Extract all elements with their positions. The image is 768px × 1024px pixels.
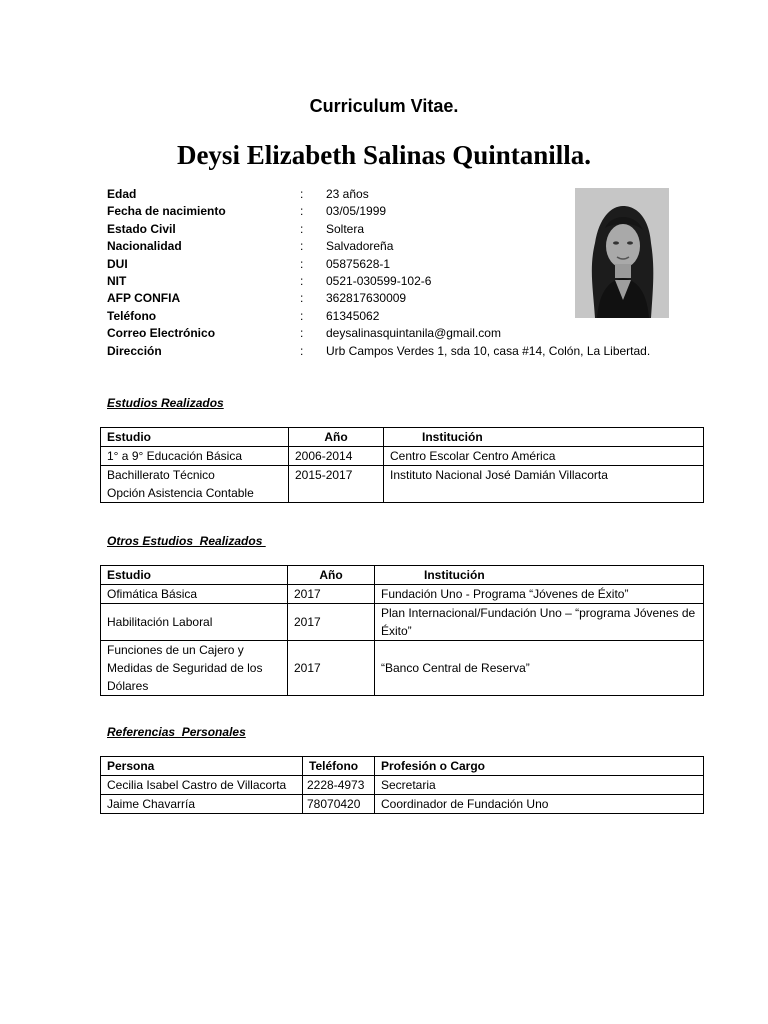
estudios-table — [100, 427, 704, 503]
column-header: Profesión o Cargo — [375, 757, 704, 776]
table-header-row — [101, 566, 704, 585]
info-value: 05875628-1 — [326, 256, 391, 271]
table-cell: 2017 — [288, 604, 375, 641]
table-cell: 2017 — [288, 641, 375, 696]
table-cell: Funciones de un Cajero y Medidas de Seguridad de los Dólares — [101, 641, 288, 696]
info-label: NIT — [107, 273, 127, 288]
info-value: deysalinasquintanila@gmail.com — [326, 326, 501, 341]
table-header-row — [101, 428, 704, 447]
info-separator: : — [300, 308, 304, 323]
table-cell: 2017 — [288, 585, 375, 604]
column-header: Institución — [384, 428, 704, 447]
column-header: Estudio — [101, 566, 288, 585]
info-value: 03/05/1999 — [326, 204, 387, 219]
referencias-table — [100, 756, 704, 814]
table-cell: Jaime Chavarría — [101, 795, 303, 814]
info-value: Soltera — [326, 221, 365, 236]
section-title-estudios: Estudios Realizados — [107, 396, 224, 410]
table-cell: 78070420 — [303, 795, 375, 814]
table-cell: 2015-2017 — [289, 466, 384, 503]
table-cell: “Banco Central de Reserva” — [375, 641, 704, 696]
otros-estudios-table — [100, 565, 704, 696]
table-cell: Bachillerato Técnico Opción Asistencia Contable — [101, 466, 289, 503]
info-value: Urb Campos Verdes 1, sda 10, casa #14, Colón, La Libertad. — [326, 343, 651, 358]
column-header: Año — [289, 428, 384, 447]
table-row — [101, 776, 704, 795]
info-separator: : — [300, 326, 304, 341]
info-label: DUI — [107, 256, 128, 271]
column-header: Año — [288, 566, 375, 585]
table-cell: 1° a 9° Educación Básica — [101, 447, 289, 466]
info-value: 23 años — [326, 187, 369, 201]
column-header: Persona — [101, 757, 303, 776]
document-title: Curriculum Vitae. — [309, 96, 459, 116]
info-label: Fecha de nacimiento — [107, 204, 226, 219]
table-row — [101, 466, 704, 503]
table-cell: Cecilia Isabel Castro de Villacorta — [101, 776, 303, 795]
info-separator: : — [300, 204, 304, 219]
table-row — [101, 641, 704, 696]
info-separator: : — [300, 256, 304, 271]
info-label: Nacionalidad — [107, 239, 182, 254]
column-header: Estudio — [101, 428, 289, 447]
section-title-referencias: Referencias Personales — [107, 725, 246, 739]
info-separator: : — [300, 343, 304, 358]
table-cell: Fundación Uno - Programa “Jóvenes de Éxito” — [375, 585, 704, 604]
column-header: Institución — [375, 566, 704, 585]
candidate-name: Deysi Elizabeth Salinas Quintanilla. — [176, 140, 592, 170]
profile-photo — [575, 188, 669, 318]
portrait-image — [575, 188, 669, 318]
table-cell: Ofimática Básica — [101, 585, 288, 604]
info-separator: : — [300, 239, 304, 254]
info-value: 362817630009 — [326, 291, 407, 306]
info-value: 61345062 — [326, 308, 380, 323]
info-value: 0521-030599-102-6 — [326, 273, 432, 288]
table-row — [101, 447, 704, 466]
info-label: Correo Electrónico — [107, 326, 216, 341]
table-cell: Centro Escolar Centro América — [384, 447, 704, 466]
table-header-row — [101, 757, 704, 776]
table-cell: Instituto Nacional José Damián Villacorta — [384, 466, 704, 503]
info-label: Edad — [107, 187, 137, 201]
table-row — [101, 604, 704, 641]
info-label: Estado Civil — [107, 221, 176, 236]
info-separator: : — [300, 291, 304, 306]
table-row — [101, 585, 704, 604]
table-cell: 2228-4973 — [303, 776, 375, 795]
table-cell: 2006-2014 — [289, 447, 384, 466]
info-label: Dirección — [107, 343, 162, 358]
info-separator: : — [300, 187, 304, 201]
column-header: Teléfono — [303, 757, 375, 776]
info-separator: : — [300, 221, 304, 236]
info-separator: : — [300, 273, 304, 288]
info-value: Salvadoreña — [326, 239, 394, 254]
table-cell: Coordinador de Fundación Uno — [375, 795, 704, 814]
table-cell: Secretaria — [375, 776, 704, 795]
info-label: Teléfono — [107, 308, 157, 323]
table-row — [101, 795, 704, 814]
info-label: AFP CONFIA — [107, 291, 181, 306]
table-cell: Plan Internacional/Fundación Uno – “programa Jóvenes de Éxito” — [375, 604, 704, 641]
section-title-otros-estudios: Otros Estudios Realizados — [107, 534, 266, 548]
table-cell: Habilitación Laboral — [101, 604, 288, 641]
